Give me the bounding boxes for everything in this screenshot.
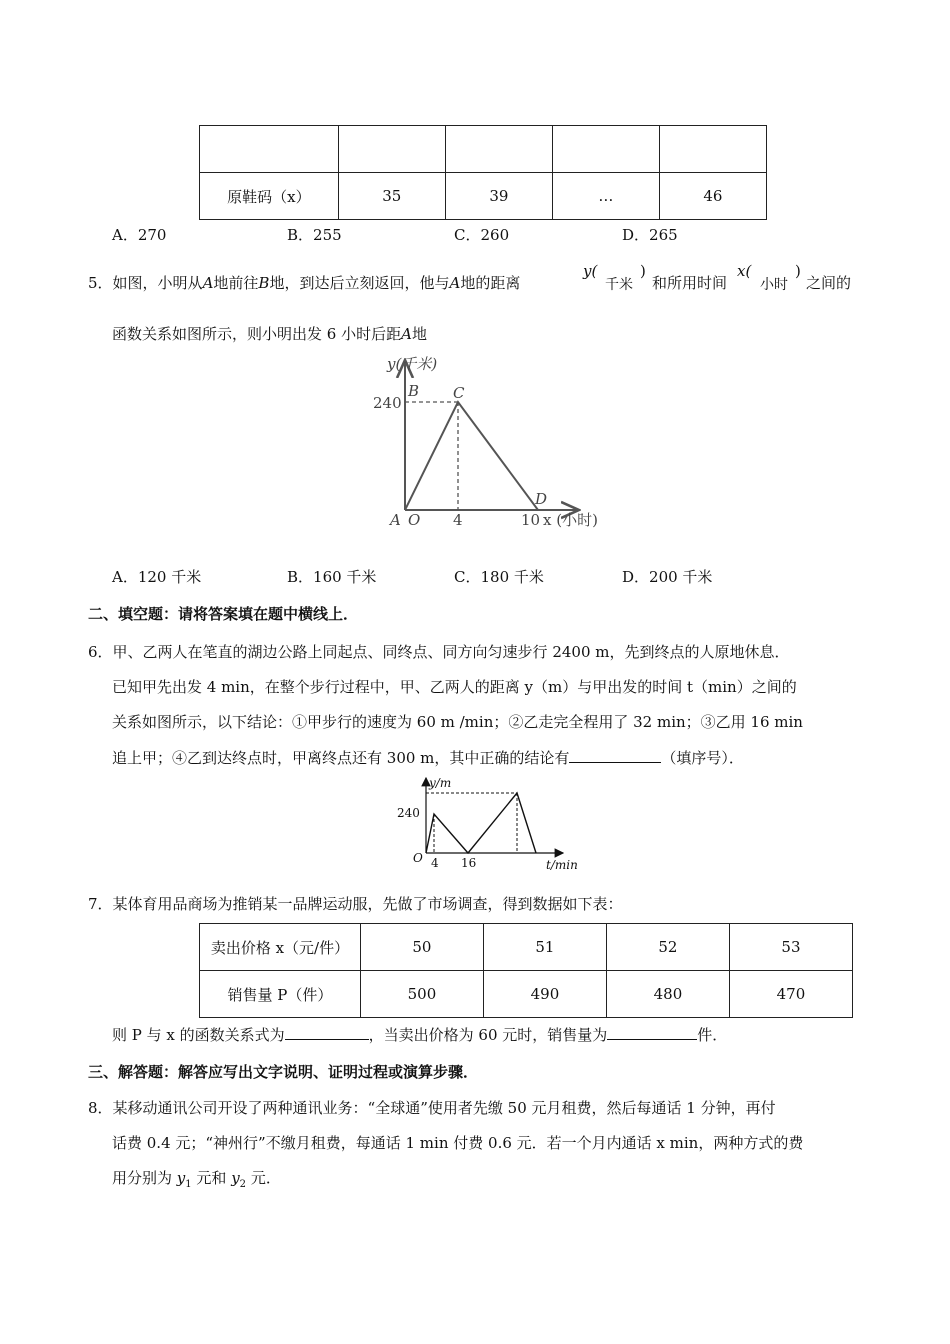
text: 地的距离: [460, 274, 521, 292]
graph-line: [426, 793, 536, 853]
point-c-label: C: [453, 384, 465, 402]
var-y: y: [231, 1169, 240, 1187]
option-c: C．180 千米: [454, 568, 544, 586]
q6-line4: [112, 747, 744, 768]
text: （填序号）．: [661, 749, 744, 767]
text: 如图，小明从: [112, 274, 203, 292]
table-cell: [445, 126, 552, 173]
table-cell: 500: [360, 971, 483, 1018]
row-label: 原鞋码（x）: [200, 173, 339, 220]
point-d-label: D: [535, 490, 548, 508]
answer-blank[interactable]: [285, 1039, 369, 1040]
q8-line3: [112, 1167, 281, 1190]
text: 用分别为: [112, 1169, 177, 1187]
row-label: 卖出价格 x（元/件）: [200, 924, 361, 971]
paren: ): [640, 262, 646, 280]
option-b: B．160 千米: [287, 568, 377, 586]
point-b-label: B: [408, 382, 420, 400]
text: 地前往: [213, 274, 259, 292]
y-tick: 240: [397, 806, 420, 820]
table-cell: 46: [659, 173, 766, 220]
section-heading: 二、填空题：请将答案填在题中横线上．: [88, 605, 359, 623]
text: 则 P 与 x 的函数关系式为: [112, 1026, 285, 1044]
point-a: A: [449, 274, 461, 292]
text: 追上甲；④乙到达终点时，甲离终点还有 300 m，其中正确的结论有: [112, 749, 570, 767]
point-a-label: A: [390, 511, 401, 529]
point-a: A: [401, 325, 412, 343]
text: 地，到达后立刻返回，他与: [269, 274, 450, 292]
table-cell: 53: [729, 924, 852, 971]
paren: ): [795, 262, 801, 280]
text: 地: [411, 325, 427, 343]
table-cell: 470: [729, 971, 852, 1018]
table-cell: 480: [606, 971, 729, 1018]
y-tick: 240: [373, 394, 402, 412]
table-cell: [338, 126, 445, 173]
text: 和所用时间: [652, 274, 728, 292]
y-axis-label: y/m: [429, 776, 452, 790]
origin-label: O: [413, 851, 423, 865]
option-d: D．265: [622, 226, 678, 244]
answer-blank[interactable]: [607, 1039, 697, 1040]
q7-line1: 7．某体育用品商场为推销某一品牌运动服，先做了市场调查，得到数据如下表：: [88, 895, 623, 913]
text: 元和: [191, 1169, 232, 1187]
table-cell: …: [552, 173, 659, 220]
row-label: 销售量 P（件）: [200, 971, 361, 1018]
section-heading: 三、解答题：解答应写出文字说明、证明过程或演算步骤．: [88, 1063, 479, 1081]
table-cell: 39: [445, 173, 552, 220]
question-number: 5．: [88, 274, 113, 292]
q8-line1: 8．某移动通讯公司开设了两种通讯业务：“全球通”使用者先缴 50 元月租费，然后每通话 1 分钟，再付: [88, 1099, 776, 1117]
x-tick: 4: [431, 856, 439, 870]
q6-line3: 关系如图所示，以下结论：①甲步行的速度为 60 m /min；②乙走完全程用了 32 min；③乙用 16 min: [112, 713, 803, 731]
q6-line2: 已知甲先出发 4 min，在整个步行过程中，甲、乙两人的距离 y（m）与甲出发的时间 t（min）之间的: [112, 678, 797, 696]
q6-line1: 6．甲、乙两人在笔直的湖边公路上同起点、同终点、同方向匀速步行 2400 m，先到终点的人原地休息．: [88, 643, 790, 661]
text: 元．: [246, 1169, 281, 1187]
unit-hour: 小时: [760, 277, 788, 293]
unit-km: 千米: [605, 277, 633, 293]
y-var: y(: [583, 262, 598, 280]
path-line: [405, 402, 538, 510]
point-a: A: [202, 274, 214, 292]
option-d: D．200 千米: [622, 568, 713, 586]
subscript: 1: [185, 1179, 192, 1190]
price-sales-table: [199, 923, 853, 1018]
origin-label: O: [408, 511, 421, 529]
table-cell: 51: [483, 924, 606, 971]
table-cell: 35: [338, 173, 445, 220]
answer-blank[interactable]: [569, 762, 661, 763]
q5-line1: [88, 272, 520, 293]
x-tick: 16: [461, 856, 477, 870]
var-y: y: [176, 1169, 186, 1187]
table-cell: [200, 126, 339, 173]
text: ，当卖出价格为 60 元时，销售量为: [368, 1026, 608, 1044]
y-axis-label: y(千米): [387, 355, 438, 373]
text: 件．: [697, 1026, 728, 1044]
option-a: A．270: [112, 226, 167, 244]
text: 之间的: [806, 274, 852, 292]
table-cell: 50: [360, 924, 483, 971]
point-b: B: [258, 274, 270, 292]
distance-time-graph: [365, 352, 610, 537]
x-axis-label: t/min: [546, 858, 578, 872]
option-a: A．120 千米: [112, 568, 202, 586]
x-tick: 4: [453, 511, 463, 529]
x-var: x(: [737, 262, 752, 280]
subscript: 2: [239, 1179, 247, 1190]
distance-time-graph-2: [395, 774, 585, 874]
table-cell: 52: [606, 924, 729, 971]
x-axis-label: x (小时): [543, 511, 598, 529]
option-b: B．255: [287, 226, 342, 244]
x-tick: 10: [521, 511, 541, 529]
shoe-size-table: [199, 125, 767, 220]
table-cell: [659, 126, 766, 173]
q7-line2: [112, 1024, 727, 1045]
table-cell: 490: [483, 971, 606, 1018]
q5-line2: [112, 323, 427, 344]
table-cell: [552, 126, 659, 173]
text: 函数关系如图所示，则小明出发 6 小时后距: [112, 325, 402, 343]
q8-line2: 话费 0.4 元；“神州行”不缴月租费，每通话 1 min 付费 0.6 元．若一个月内通话 x min，两种方式的费: [112, 1134, 804, 1152]
option-c: C．260: [454, 226, 510, 244]
